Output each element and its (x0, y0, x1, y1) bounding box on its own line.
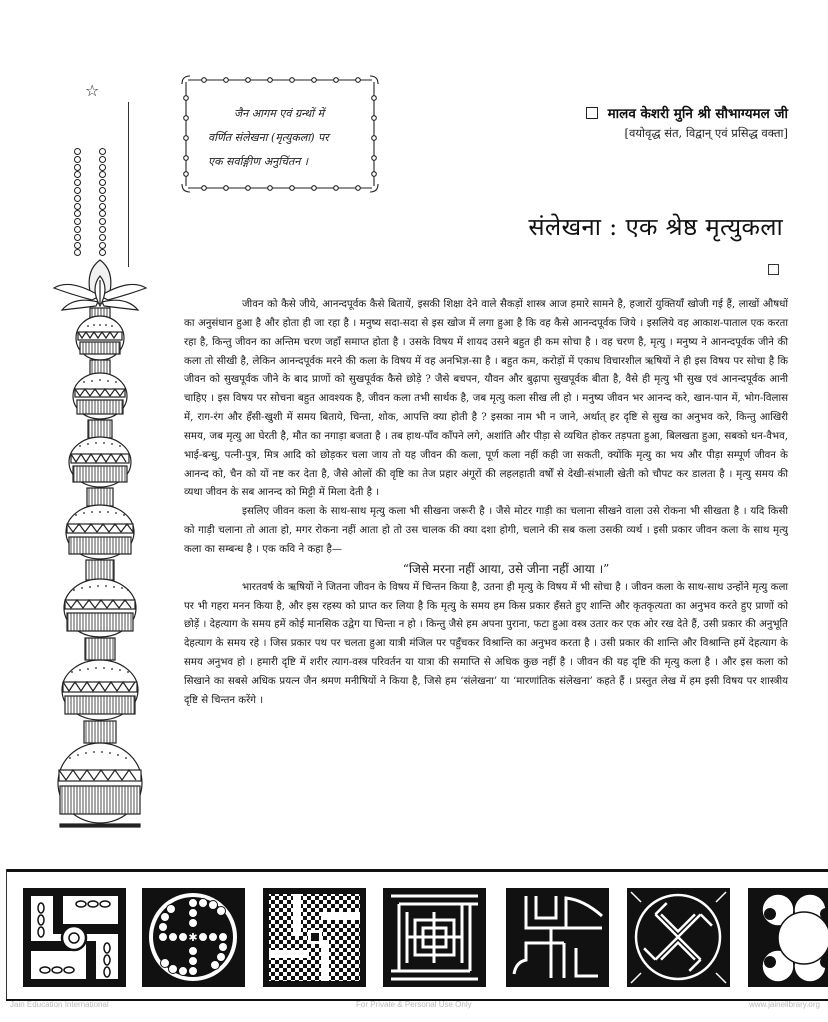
article-title: संलेखना : एक श्रेष्ठ मृत्युकला (528, 213, 783, 241)
footer-publisher: Jain Education International (10, 1000, 109, 1009)
author-block (586, 104, 788, 141)
divider (6, 869, 7, 999)
bead-chain-right-icon (99, 148, 107, 257)
swastika-checkered-icon (263, 888, 366, 987)
footer-usage-note: For Private & Personal Use Only (356, 1000, 472, 1009)
swastika-beaded-circle-icon (142, 888, 245, 987)
tiered-lamp-icon (40, 258, 160, 868)
footer-website-link[interactable]: www.jainelibrary.org (749, 1000, 820, 1009)
paragraph: भारतवर्ष के ऋषियों ने जितना जीवन के विषय में चिन्तन किया है, उतना ही मृत्यु के विषय में भी सोचा है । जीवन कला के साथ-साथ उन्होंने मृत्यु कला पर भी गहरा मनन किया है, और इस रहस्य को प्राप्त कर लिया है कि मृत्यु के समय हम किस प्रकार हँसते हुए शान्ति और कृतकृत्यता का अनुभव करते हुए प्राणों को छोड़ें । देहत्याग के समय हमें कोई मानसिक उद्वेग या चिन्ता न हो । किन्तु जैसे हम अपना पुराना, फटा हुआ वस्त्र उतार कर एक ओर रख देते हैं, उसी प्रकार की अनुभूति देहत्याग के समय रहे । जिस प्रकार पथ पर चलता हुआ यात्री मंजिल पर पहुँचकर विश्रान्ति का अनुभव करता है । उसी प्रकार की शान्ति और विश्रान्ति हमें देहत्याग के समय अनुभव हो । हमारी दृष्टि में शरीर त्याग-वस्त्र परिवर्तन या यात्रा की समाप्ति से अधिक कुछ नहीं है । जीवन की यह दृष्टि की मृत्यु कला है । और इस कला को सिखाने का सबसे अधिक प्रयत्न जैन श्रमण मनीषियों ने किया है, जिसे हम ‘संलेखना’ या ‘मारणांतिक संलेखना’ कहते हैं । प्रस्तुत लेख में हम इसी विषय पर शास्त्रीय दृष्टि से चिन्तन करेंगे । (184, 581, 788, 706)
bead-chain-left-icon (74, 148, 82, 257)
star-icon: ☆ (85, 81, 100, 100)
paragraph: जीवन को कैसे जीये, आनन्दपूर्वक कैसे बितायें, इसकी शिक्षा देने वाले सैकड़ों शास्त्र आज हमारे सामने है, हजारों युक्तियाँ खोजी गई हैं, लाखों औषधों का अनुसंधान हुआ है और होता ही जा रहा है । मनुष्य सदा-सदा से इस खोज में लगा हुआ है कि वह कैसे आनन्दपूर्वक जिये । इसलिये वह आकाश-पाताल एक करता रहा है, किन्तु जीवन का अन्तिम चरण जहाँ समाप्त होता है । उसके विषय में शायद उसने बहुत ही कम सोचा है । वह चरण है, मृत्यु । मनुष्य ने आनन्दपूर्वक जीने की कला तो सीखी है, लेकिन आनन्दपूर्वक मरने की कला के विषय में वह अनभिज्ञ-सा है । बहुत कम, करोड़ों में एकाध विचारशील ऋषियों ने ही इस विषय पर सोचा है कि जीवन को सुखपूर्वक जीने के बाद प्राणों को सुखपूर्वक कैसे छोड़े ? जैसे बचपन, यौवन और बुढ़ापा सुखपूर्वक बीता है, वैसे ही मृत्यु भी सुख एवं आनन्दपूर्वक आनी चाहिए । इस विषय पर सोचना बहुत आवश्यक है, जीवन कला तभी सार्थक है, जब मृत्यु कला सीख ली हो । मनुष्य जीवन भर आनन्द करे, खान-पान में, भोग-विलास में, राग-रंग और हँसी-खुशी में समय बिताये, चिन्ता, शोक, आपत्ति क्या होती है ? इसका नाम भी न जाने, अर्थात् हर दृष्टि से सुख का अनुभव करे, किन्तु आखिरी समय, जब मृत्यु आ घेरती है, मौत का नगाड़ा बजता है । तब हाथ-पाँव काँपने लगे, अशांति और पीड़ा से व्यथित होकर तड़पता हुआ, बिलखता हुआ, सबको धन-वैभव, भाई-बन्धु, पत्नी-पुत्र, मित्र आदि को छोड़कर चला जाय तो यह जीवन की कला, पूर्ण कला नहीं कही जा सकती, क्योंकि मृत्यु का भय और पीड़ा सम्पूर्ण जीवन के आनन्द को, चैन को यों नष्ट कर देता है, जैसे ओलों की वृष्टि का तेज प्रहार अंगूरों की लहलहाती वर्षों से देखी-संभाली खेती को चौपट कर डालता है । मृत्यु समय की व्यथा जीवन के सब आनन्द को मिट्टी में मिला देती है । (184, 299, 788, 499)
article-body (184, 296, 788, 711)
lotus-circle-icon (748, 888, 828, 987)
divider (6, 869, 828, 872)
summary-box (180, 74, 380, 194)
swastika-rotated-circle-icon (627, 888, 730, 987)
square-bullet-icon (768, 264, 779, 275)
svg-text:✱: ✱ (188, 931, 198, 944)
verse-quote: “जिसे मरना नहीं आया, उसे जीना नहीं आया ।” (402, 561, 610, 576)
swastika-maze-icon (383, 888, 486, 987)
summary-text (208, 102, 373, 174)
wick-line (128, 102, 129, 267)
author-description: [वयोवृद्ध संत, विद्वान् एवं प्रसिद्ध वक्ता] (624, 126, 788, 140)
decorative-border-band (0, 865, 828, 1000)
decorative-lamp-column (40, 80, 160, 860)
swastika-floral-icon (23, 888, 126, 987)
swastika-curved-icon (506, 888, 609, 987)
summary-line: जैन आगम एवं ग्रन्थों में (234, 107, 325, 120)
author-name-row (586, 104, 788, 122)
paragraph: इसलिए जीवन कला के साथ-साथ मृत्यु कला भी सीखना जरूरी है । जैसे मोटर गाड़ी का चलाना सीखने वाला उसे रोकना भी सीखता है । यदि किसी को गाड़ी चलाना तो आता हो, मगर रोकना नहीं आता हो तो उस चालक की क्या दशा होगी, चलाने की सब कला उसकी व्यर्थ । इसी प्रकार जीवन कला के साथ मृत्यु कला का सम्बन्ध है । एक कवि ने कहा है— (184, 506, 788, 555)
author-name: मालव केशरी मुनि श्री सौभाग्यमल जी (607, 106, 788, 122)
square-bullet-icon (586, 107, 598, 119)
summary-line: वर्णित संलेखना (मृत्युकला) पर (208, 131, 329, 144)
summary-line: एक सर्वाङ्गीण अनुचिंतन । (208, 155, 309, 168)
